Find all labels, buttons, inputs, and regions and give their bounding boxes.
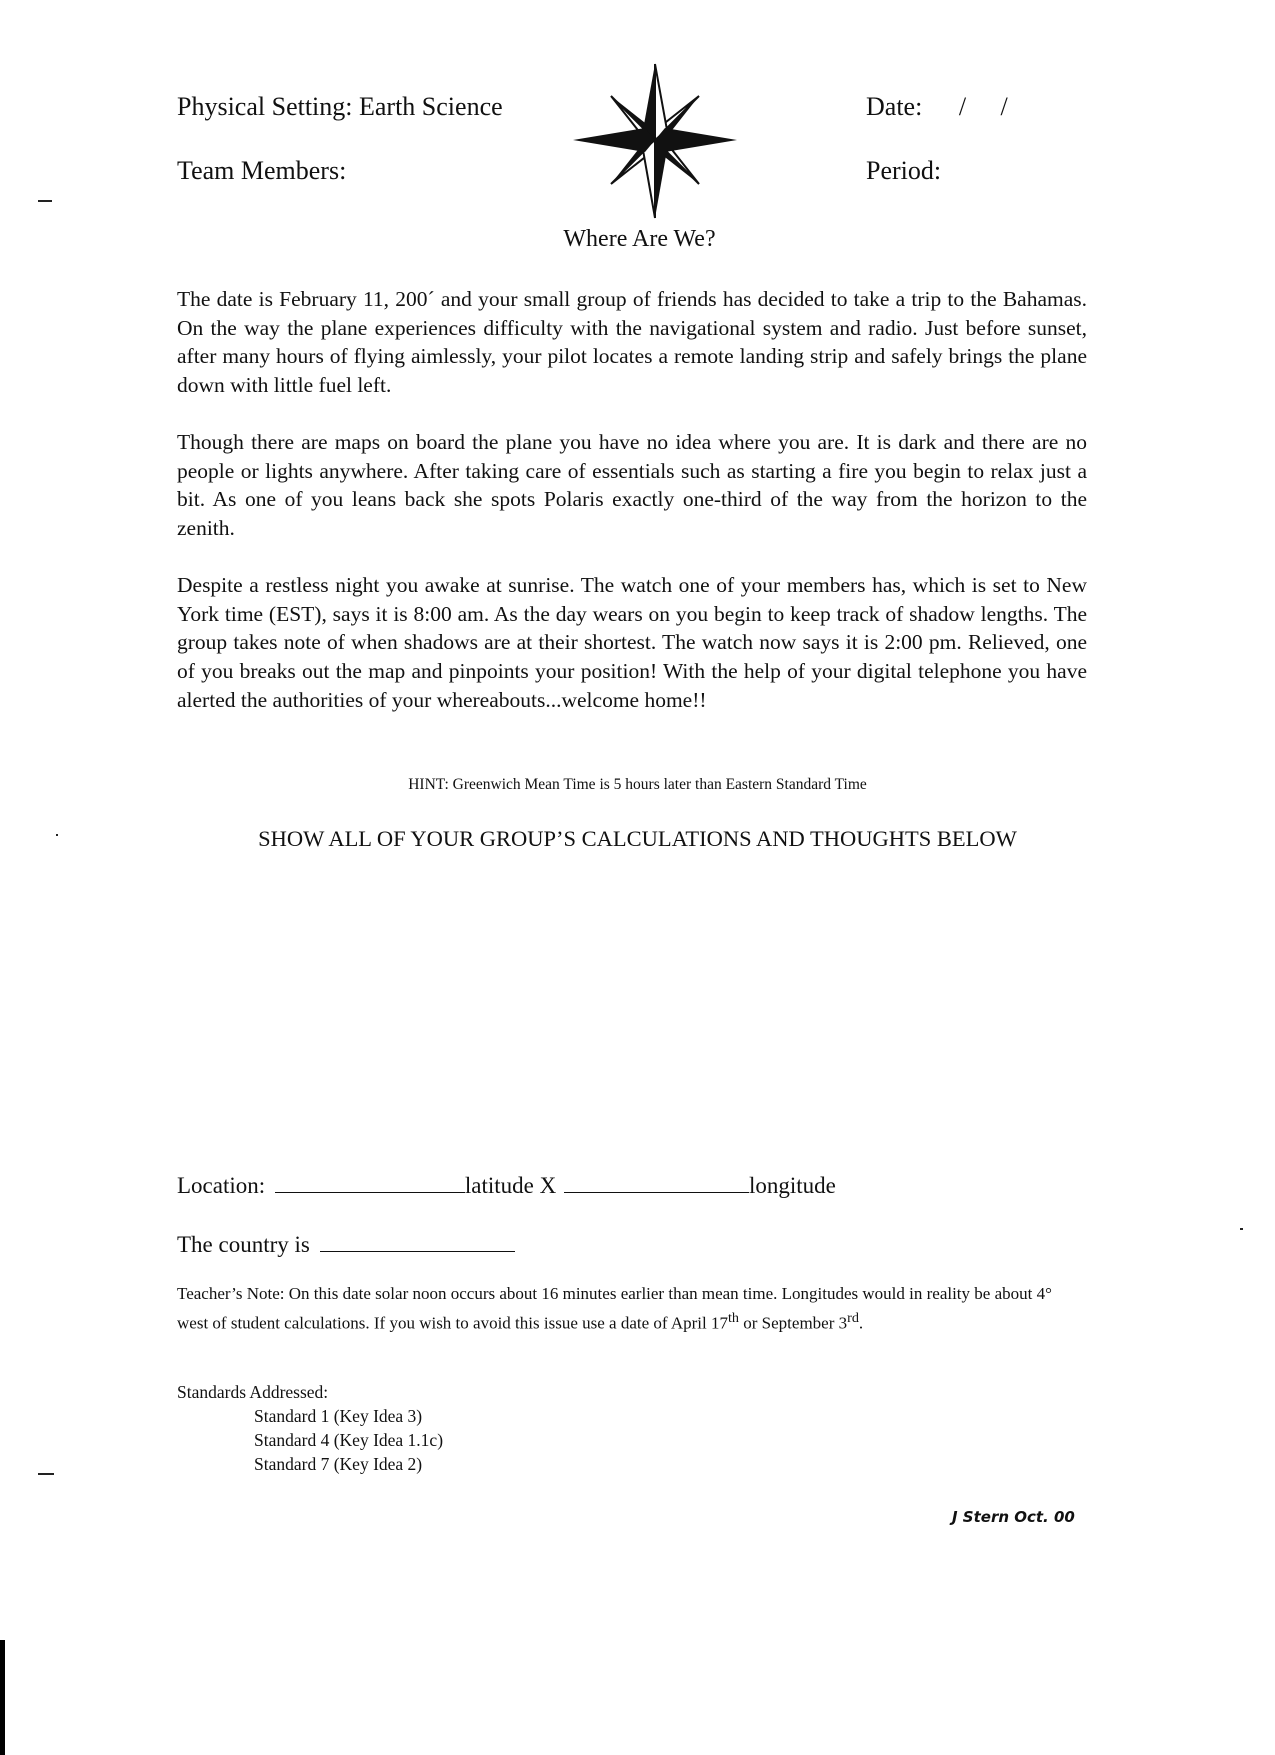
period-label: Period: [866,156,942,185]
story-paragraph-2: Though there are maps on board the plane you have no idea where you are. It is dark and there are no people or lights anywhere. After taking care of essentials such as starting a fire you begin to relax just a bit. As one of you leans back she spots Polaris exactly one-third of the way from the horizon to the zenith. [177,430,1087,541]
latitude-label: latitude X [464,1173,557,1198]
course-title: Physical Setting: Earth Science [177,92,503,121]
standard-item: Standard 1 (Key Idea 3) [254,1406,423,1426]
latitude-blank[interactable] [275,1170,465,1193]
location-label: Location: [177,1173,266,1198]
scan-mark [38,1473,54,1475]
author-signature: J Stern Oct. 00 [952,1508,1075,1526]
scan-edge [0,1640,5,1755]
location-line [177,1170,836,1201]
country-blank[interactable] [320,1229,515,1252]
compass-rose-icon [570,62,740,222]
team-members-label: Team Members: [177,156,347,185]
country-line [177,1229,515,1260]
standard-item: Standard 7 (Key Idea 2) [254,1454,423,1474]
story-paragraph-3: Despite a restless night you awake at sunrise. The watch one of your members has, which is set to New York time (EST), says it is 8:00 am. As the day wears on you begin to keep track of shadow lengths. The group takes note of when shadows are at their shortest. The watch now says it is 2:00 pm. Relieved, one of you breaks out the map and pinpoints your position! With the help of your digital telephone you have alerted the authorities of your whereabouts...welcome home!! [177,573,1087,712]
teacher-note-text: . [858,1313,864,1333]
scan-mark [38,200,52,202]
teacher-note-text: or September 3 [739,1313,848,1333]
scan-mark [56,834,58,836]
longitude-label: longitude [748,1173,836,1198]
date-label: Date: [866,92,923,121]
page-title: Where Are We? [563,226,716,252]
longitude-blank[interactable] [564,1170,749,1193]
standards-heading: Standards Addressed: [177,1382,329,1402]
date-separator: / [1000,92,1008,121]
date-field [866,92,1008,122]
standard-item: Standard 4 (Key Idea 1.1c) [254,1430,444,1450]
standards-list [254,1404,443,1476]
teacher-note [177,1282,1087,1336]
date-separator: / [958,92,967,121]
hint-text: HINT: Greenwich Mean Time is 5 hours later than Eastern Standard Time [408,776,867,793]
teacher-note-superscript: th [728,1310,740,1326]
story-paragraph-1: The date is February 11, 200´ and your small group of friends has decided to take a trip to the Bahamas. On the way the plane experiences difficulty with the navigational system and radio. Just before sunset, after many hours of flying aimlessly, your pilot locates a remote landing strip and safely brings the plane down with little fuel left. [177,287,1087,398]
teacher-note-superscript: rd [847,1310,859,1326]
country-label: The country is [177,1232,310,1257]
scan-mark [1240,1228,1243,1230]
instruction-heading: SHOW ALL OF YOUR GROUP’S CALCULATIONS AND THOUGHTS BELOW [258,826,1017,851]
teacher-note-text: Teacher’s Note: On this date solar noon occurs about 16 minutes earlier than mean time. Longitudes would in reality be about 4° west of student calculations. If you wish to avoid this issue use a date of April 17 [177,1284,1052,1333]
